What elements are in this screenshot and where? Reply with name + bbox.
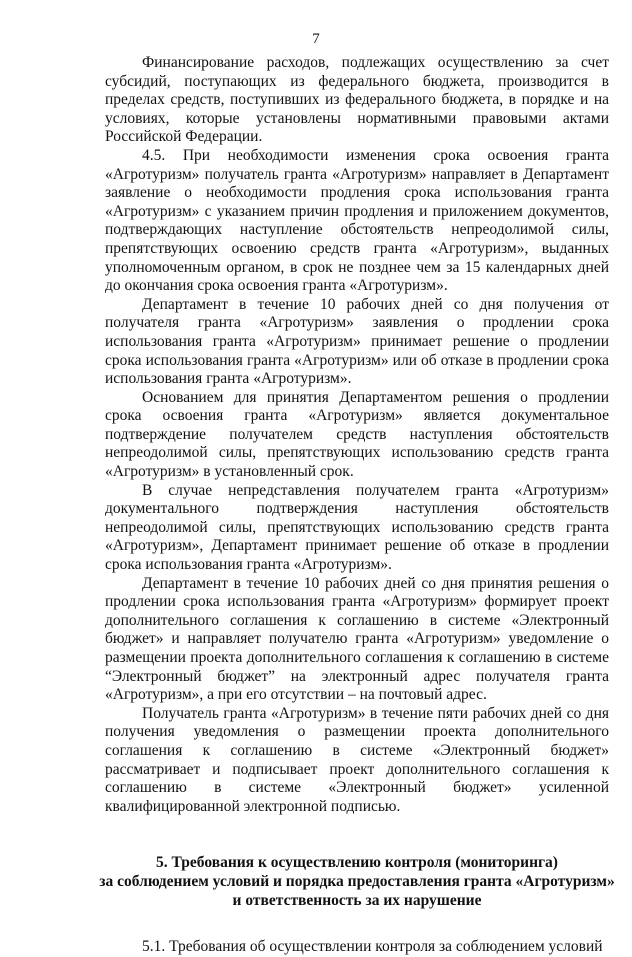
section-heading-line: 5. Требования к осуществлению контроля (мониторинга) [156,854,558,872]
document-body [99,54,615,957]
paragraph-financing: Финансирование расходов, подлежащих осуществлению за счет субсидий, поступающих из федерального бюджета, производится в пределах средств, поступивших из федерального бюджета, в порядке и на условиях, которые установлены нормативными правовыми актами Российской Федерации. [105,54,609,146]
section-heading-line: за соблюдением условий и порядка предоставления гранта «Агротуризм» [99,872,615,890]
paragraph-additional-agreement: Департамент в течение 10 рабочих дней со дня принятия решения о продлении срока использования гранта «Агротуризм» формирует проект дополнительного соглашения к соглашению в системе «Электронный бюджет» и направляет получателю гранта «Агротуризм» уведомление о размещении проекта дополнительного соглашения к соглашению в системе “Электронный бюджет” на электронный адрес получателя гранта «Агротуризм», а при его отсутствии – на почтовый адрес. [105,574,609,704]
page-number: 7 [312,31,320,47]
section-heading-line: и ответственность за их нарушение [232,891,482,909]
paragraph-refusal: В случае непредставления получателем гранта «Агротуризм» документального подтверждения наступления обстоятельств непреодолимой силы, препятствующих использованию средств гранта «Агротуризм», Департамент принимает решение об отказе в продлении срока использования гранта «Агротуризм». [105,481,609,574]
paragraph-recipient-signing: Получатель гранта «Агротуризм» в течение пяти рабочих дней со дня получения уведомления о размещении проекта дополнительного соглашения к соглашению в системе «Электронный бюджет» рассматривает и подписывает проект дополнительного соглашения к соглашению в системе «Электронный бюджет» усиленной квалифицированной электронной подписью. [105,704,609,815]
paragraph-department-decision: Департамент в течение 10 рабочих дней со дня получения от получателя гранта «Агротуризм» заявления о продлении срока использования гранта «Агротуризм» принимает решение о продлении срока использования гранта «Агротуризм» или об отказе в продлении срока использования гранта «Агротуризм». [105,295,609,388]
paragraph-4-5: 4.5. При необходимости изменения срока освоения гранта «Агротуризм» получатель гранта «Агротуризм» направляет в Департамент заявление о необходимости продления срока использования гранта «Агротуризм» с указанием причин продления и приложением документов, подтверждающих наступление обстоятельств непреодолимой силы, препятствующих освоению средств гранта «Агротуризм», выданных уполномоченным органом, в срок не позднее чем за 15 календарных дней до окончания срока освоения гранта «Агротуризм». [105,146,609,295]
paragraph-grounds: Основанием для принятия Департаментом решения о продлении срока освоения гранта «Агротуризм» является документальное подтверждение получателем средств наступления обстоятельств непреодолимой силы, препятствующих использованию средств гранта «Агротуризм» в установленный срок. [105,388,609,481]
paragraph-5-1: 5.1. Требования об осуществлении контроля за соблюдением условий [142,938,603,956]
section-5-heading [99,854,615,910]
